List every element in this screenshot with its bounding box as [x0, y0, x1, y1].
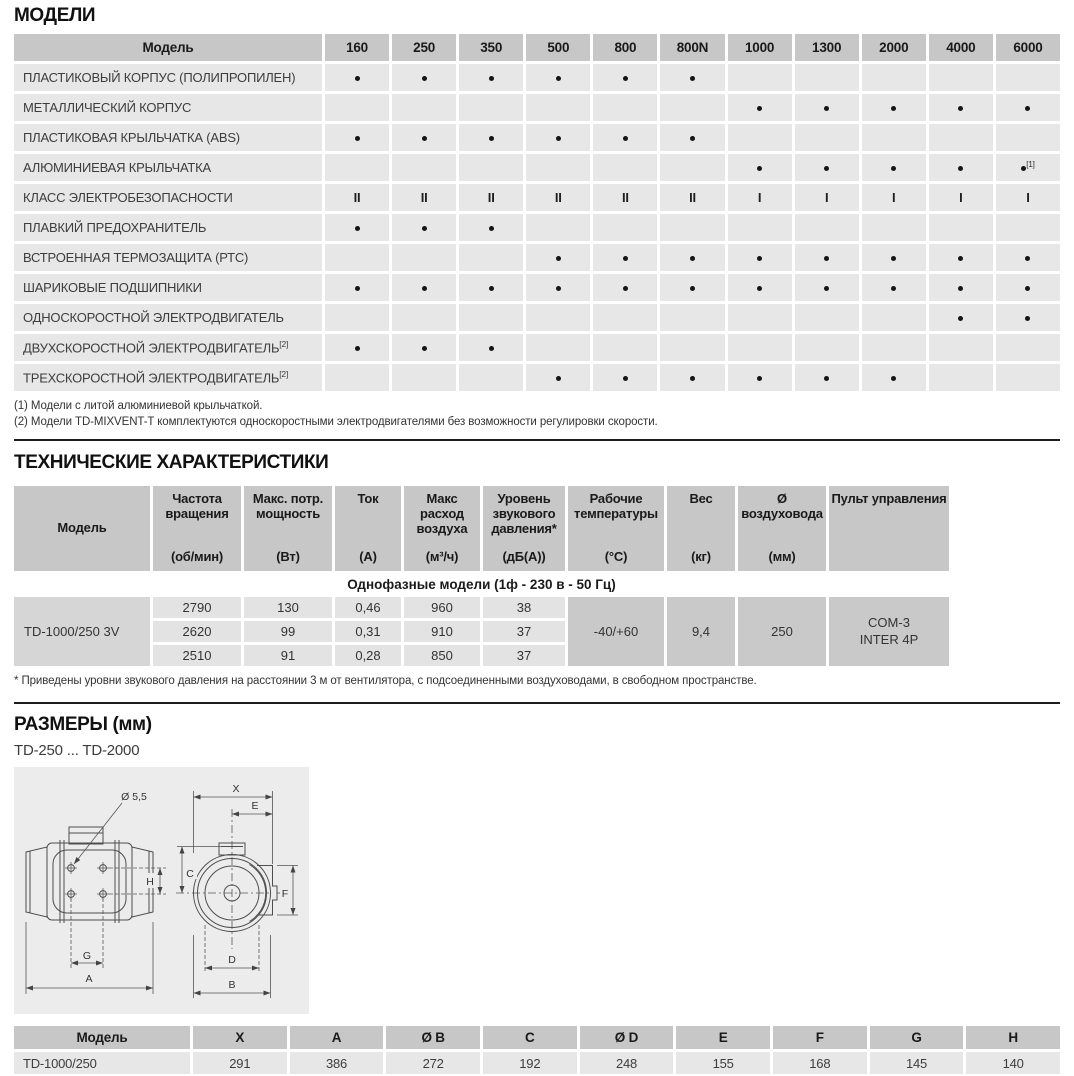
specs-col-duct-diameter: Ø воздуховода (мм): [738, 486, 826, 571]
feature-cell: [996, 244, 1060, 271]
feature-label: ШАРИКОВЫЕ ПОДШИПНИКИ: [14, 274, 322, 301]
feature-cell: [728, 364, 792, 391]
feature-label: ПЛАСТИКОВЫЙ КОРПУС (ПОЛИПРОПИЛЕН): [14, 64, 322, 91]
models-col-header: 6000: [996, 34, 1060, 61]
feature-cell: [728, 214, 792, 241]
feature-cell: [325, 124, 389, 151]
feature-cell: [728, 124, 792, 151]
specs-col-airflow: Макс расход воздуха (м³/ч): [404, 486, 480, 571]
feature-cell: [593, 124, 657, 151]
dims-value-cell: 386: [290, 1052, 384, 1074]
feature-cell: [795, 364, 859, 391]
feature-cell: [795, 124, 859, 151]
specs-value-cell: 37: [483, 621, 565, 642]
feature-cell: [660, 154, 724, 181]
feature-label: ДВУХСКОРОСТНОЙ ЭЛЕКТРОДВИГАТЕЛЬ[2]: [14, 334, 322, 361]
models-col-header: 500: [526, 34, 590, 61]
feature-cell: [660, 304, 724, 331]
dims-col-header: F: [773, 1026, 867, 1049]
specs-value-cell: 2620: [153, 621, 241, 642]
feature-cell: [459, 274, 523, 301]
footnote-2: (2) Модели TD-MIXVENT-T комплектуются односкоростными электродвигателями без возможности регулировки скорости.: [14, 416, 658, 429]
models-section-title: МОДЕЛИ: [14, 5, 96, 26]
dims-col-header: A: [290, 1026, 384, 1049]
models-col-header: 800N: [660, 34, 724, 61]
feature-cell: [929, 364, 993, 391]
specs-col-weight: Вес (кг): [667, 486, 735, 571]
feature-label: ПЛАСТИКОВАЯ КРЫЛЬЧАТКА (ABS): [14, 124, 322, 151]
feature-cell: [929, 124, 993, 151]
feature-label: ПЛАВКИЙ ПРЕДОХРАНИТЕЛЬ: [14, 214, 322, 241]
feature-cell: [325, 154, 389, 181]
feature-cell: [325, 64, 389, 91]
feature-cell: [325, 214, 389, 241]
feature-cell: [996, 94, 1060, 121]
models-col-header: 350: [459, 34, 523, 61]
dims-col-header: Модель: [14, 1026, 190, 1049]
dim-label-x: X: [232, 783, 240, 796]
feature-cell: [392, 64, 456, 91]
feature-cell: [929, 214, 993, 241]
feature-cell: [929, 94, 993, 121]
specs-col-remote: Пульт управления: [829, 486, 949, 571]
feature-cell: [795, 94, 859, 121]
dims-table: [14, 1026, 1060, 1074]
feature-cell: [392, 94, 456, 121]
feature-cell: [526, 154, 590, 181]
specs-duct-diameter-cell: 250: [738, 597, 826, 666]
feature-cell: [862, 364, 926, 391]
specs-value-cell: 0,31: [335, 621, 401, 642]
feature-cell: [795, 214, 859, 241]
specs-value-cell: 2790: [153, 597, 241, 618]
feature-cell: [660, 94, 724, 121]
feature-cell: [929, 304, 993, 331]
feature-cell: [459, 304, 523, 331]
feature-cell: [526, 334, 590, 361]
feature-cell: [392, 124, 456, 151]
feature-cell: [660, 334, 724, 361]
feature-cell: [325, 364, 389, 391]
feature-cell: [392, 334, 456, 361]
feature-cell: [795, 64, 859, 91]
feature-cell: [862, 244, 926, 271]
feature-label: КЛАСС ЭЛЕКТРОБЕЗОПАСНОСТИ: [14, 184, 322, 211]
dimensions-section-title: РАЗМЕРЫ (мм): [14, 714, 152, 736]
feature-label: АЛЮМИНИЕВАЯ КРЫЛЬЧАТКА: [14, 154, 322, 181]
feature-cell: [795, 274, 859, 301]
specs-remote-cell: COM-3 INTER 4P: [829, 597, 949, 666]
feature-cell: [996, 304, 1060, 331]
feature-cell: [593, 154, 657, 181]
models-table: [14, 34, 1060, 391]
dims-value-cell: 192: [483, 1052, 577, 1074]
feature-cell: [526, 364, 590, 391]
feature-cell: [795, 154, 859, 181]
feature-cell: II: [660, 184, 724, 211]
specs-group-header: Однофазные модели (1ф - 230 в - 50 Гц): [14, 574, 949, 594]
feature-cell: [459, 214, 523, 241]
feature-cell: [593, 214, 657, 241]
dims-col-header: Ø D: [580, 1026, 674, 1049]
feature-cell: [392, 244, 456, 271]
feature-cell: [728, 334, 792, 361]
feature-cell: [996, 64, 1060, 91]
dim-label-a: A: [85, 973, 93, 986]
specs-col-model: Модель: [14, 486, 150, 571]
feature-cell: [862, 214, 926, 241]
dim-label-c: C: [186, 868, 194, 881]
feature-cell: [862, 124, 926, 151]
dims-col-header: C: [483, 1026, 577, 1049]
feature-cell: [929, 154, 993, 181]
models-col-header: 160: [325, 34, 389, 61]
feature-cell: II: [593, 184, 657, 211]
feature-label: МЕТАЛЛИЧЕСКИЙ КОРПУС: [14, 94, 322, 121]
feature-cell: [728, 244, 792, 271]
feature-cell: [325, 304, 389, 331]
feature-cell: [929, 274, 993, 301]
side-view-outline: [26, 827, 153, 923]
feature-cell: [862, 94, 926, 121]
feature-cell: [526, 274, 590, 301]
feature-label: ТРЕХСКОРОСТНОЙ ЭЛЕКТРОДВИГАТЕЛЬ[2]: [14, 364, 322, 391]
feature-cell: I: [862, 184, 926, 211]
dim-label-b: B: [228, 979, 236, 992]
feature-cell: [392, 304, 456, 331]
feature-cell: [459, 124, 523, 151]
dimensions-model-range: TD-250 ... TD-2000: [14, 742, 140, 760]
feature-cell: [459, 64, 523, 91]
feature-cell: [593, 94, 657, 121]
specs-model-cell: TD-1000/250 3V: [14, 597, 150, 666]
feature-cell: [996, 274, 1060, 301]
specs-value-cell: 0,46: [335, 597, 401, 618]
specs-value-cell: 2510: [153, 645, 241, 666]
section-divider: [14, 439, 1060, 441]
feature-cell: [728, 154, 792, 181]
models-col-header: 250: [392, 34, 456, 61]
feature-cell: [325, 334, 389, 361]
feature-cell: [392, 214, 456, 241]
feature-cell: [526, 94, 590, 121]
feature-cell: [795, 334, 859, 361]
specs-section-title: ТЕХНИЧЕСКИЕ ХАРАКТЕРИСТИКИ: [14, 452, 329, 474]
specs-value-cell: 37: [483, 645, 565, 666]
hole-diameter-label: Ø 5,5: [121, 791, 147, 804]
feature-cell: [862, 304, 926, 331]
feature-cell: [660, 214, 724, 241]
models-footnotes: [14, 398, 1060, 430]
section-divider: [14, 702, 1060, 704]
feature-cell: [325, 244, 389, 271]
dim-label-g: G: [82, 950, 92, 963]
dims-model-cell: TD-1000/250: [14, 1052, 190, 1074]
feature-cell: [593, 244, 657, 271]
feature-label: ОДНОСКОРОСТНОЙ ЭЛЕКТРОДВИГАТЕЛЬ: [14, 304, 322, 331]
feature-cell: [660, 124, 724, 151]
models-model-header: Модель: [14, 34, 322, 61]
feature-cell: [593, 304, 657, 331]
dims-col-header: Ø B: [386, 1026, 480, 1049]
feature-cell: [996, 214, 1060, 241]
specs-value-cell: 850: [404, 645, 480, 666]
dim-label-f: F: [281, 888, 289, 901]
feature-label: ВСТРОЕННАЯ ТЕРМОЗАЩИТА (РТС): [14, 244, 322, 271]
feature-cell: [795, 244, 859, 271]
models-col-header: 1300: [795, 34, 859, 61]
feature-cell: [526, 244, 590, 271]
feature-cell: I: [996, 184, 1060, 211]
specs-weight-cell: 9,4: [667, 597, 735, 666]
dims-value-cell: 168: [773, 1052, 867, 1074]
dims-value-cell: 155: [676, 1052, 770, 1074]
specs-value-cell: 99: [244, 621, 332, 642]
specs-col-rpm: Частота вращения (об/мин): [153, 486, 241, 571]
specs-value-cell: 38: [483, 597, 565, 618]
feature-cell: [728, 64, 792, 91]
feature-cell: I: [728, 184, 792, 211]
fan-dimension-diagram: [14, 767, 309, 1014]
specs-footnote: * Приведены уровни звукового давления на расстоянии 3 м от вентилятора, с подсоединенными воздуховодами, в свободном пространстве.: [14, 675, 757, 688]
front-view-outline: [194, 843, 278, 932]
dims-col-header: G: [870, 1026, 964, 1049]
feature-cell: [996, 334, 1060, 361]
feature-cell: [862, 64, 926, 91]
specs-col-power: Макс. потр. мощность (Вт): [244, 486, 332, 571]
feature-cell: [728, 304, 792, 331]
dim-label-h: H: [146, 876, 154, 889]
feature-cell: [728, 274, 792, 301]
specs-col-current: Ток (А): [335, 486, 401, 571]
specs-value-cell: 910: [404, 621, 480, 642]
specs-col-temperature: Рабочие температуры (°С): [568, 486, 664, 571]
feature-cell: [325, 94, 389, 121]
feature-cell: [593, 274, 657, 301]
feature-cell: [459, 244, 523, 271]
feature-cell: [862, 334, 926, 361]
feature-cell: [929, 64, 993, 91]
models-col-header: 2000: [862, 34, 926, 61]
dims-col-header: H: [966, 1026, 1060, 1049]
feature-cell: [996, 364, 1060, 391]
feature-cell: [996, 124, 1060, 151]
dim-label-d: D: [228, 954, 236, 967]
specs-value-cell: 91: [244, 645, 332, 666]
feature-cell: [929, 334, 993, 361]
feature-cell: [526, 304, 590, 331]
feature-cell: [593, 364, 657, 391]
feature-cell: [660, 64, 724, 91]
dims-value-cell: 145: [870, 1052, 964, 1074]
dim-label-e: E: [251, 800, 259, 813]
dims-col-header: X: [193, 1026, 287, 1049]
dims-value-cell: 272: [386, 1052, 480, 1074]
footnote-1: (1) Модели с литой алюминиевой крыльчаткой.: [14, 400, 263, 412]
feature-cell: [660, 364, 724, 391]
feature-cell: [526, 64, 590, 91]
specs-temperature-cell: -40/+60: [568, 597, 664, 666]
feature-cell: [660, 274, 724, 301]
models-col-header: 4000: [929, 34, 993, 61]
feature-cell: [795, 304, 859, 331]
feature-cell: [862, 154, 926, 181]
feature-cell: [392, 364, 456, 391]
specs-value-cell: 0,28: [335, 645, 401, 666]
feature-cell: I: [929, 184, 993, 211]
feature-cell: [392, 154, 456, 181]
feature-cell: II: [325, 184, 389, 211]
feature-cell: [1]: [996, 154, 1060, 181]
feature-cell: [325, 274, 389, 301]
feature-cell: I: [795, 184, 859, 211]
feature-cell: [459, 334, 523, 361]
models-col-header: 1000: [728, 34, 792, 61]
dims-value-cell: 140: [966, 1052, 1060, 1074]
specs-value-cell: 960: [404, 597, 480, 618]
feature-cell: [593, 64, 657, 91]
feature-cell: [660, 244, 724, 271]
feature-cell: [526, 124, 590, 151]
dims-col-header: E: [676, 1026, 770, 1049]
feature-cell: II: [392, 184, 456, 211]
feature-cell: [459, 154, 523, 181]
feature-cell: [929, 244, 993, 271]
dimensions-drawing: [14, 767, 309, 1014]
feature-cell: [459, 364, 523, 391]
feature-cell: [593, 334, 657, 361]
feature-cell: [728, 94, 792, 121]
specs-col-noise: Уровень звукового давления* (дБ(А)): [483, 486, 565, 571]
feature-cell: II: [526, 184, 590, 211]
dims-value-cell: 248: [580, 1052, 674, 1074]
specs-value-cell: 130: [244, 597, 332, 618]
feature-cell: [862, 274, 926, 301]
models-col-header: 800: [593, 34, 657, 61]
specs-table: [14, 486, 949, 666]
feature-cell: [392, 274, 456, 301]
feature-cell: [459, 94, 523, 121]
front-view-dimensions: [176, 791, 298, 998]
dims-value-cell: 291: [193, 1052, 287, 1074]
feature-cell: [526, 214, 590, 241]
feature-cell: II: [459, 184, 523, 211]
